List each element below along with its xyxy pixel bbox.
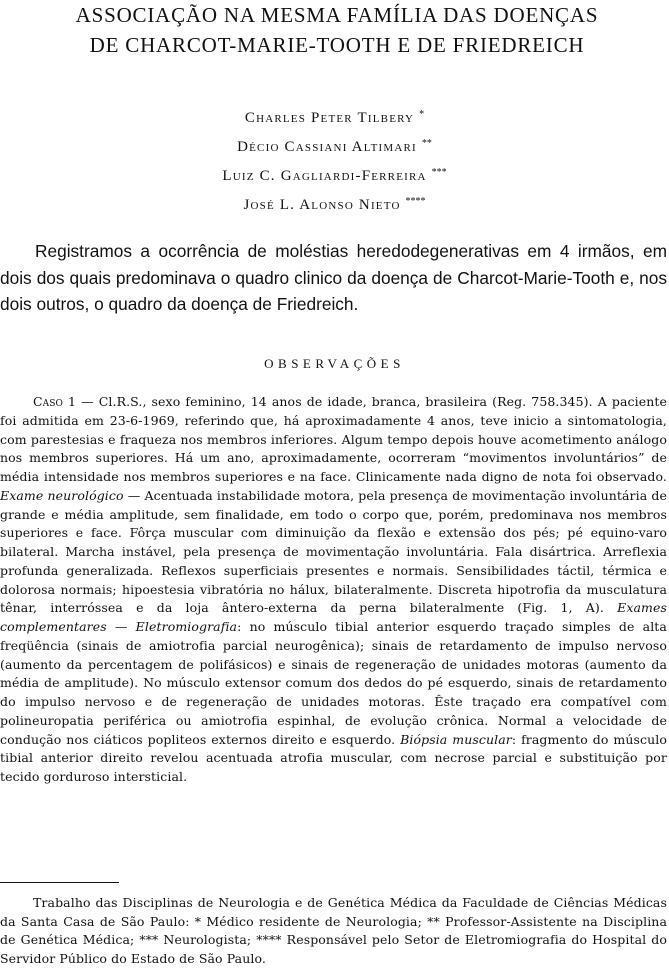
complementary-heading: Exames complementares — Eletromiografia [0,600,667,634]
author-name: Luiz C. Gagliardi-Ferreira [222,168,427,184]
case-1-paragraph [0,393,667,787]
author-2 [0,131,669,160]
author-mark: **** [405,196,426,207]
biopsy-heading: Biópsia muscular [400,731,512,747]
author-1 [0,102,669,131]
author-name: José L. Alonso Nieto [243,197,401,213]
author-list [0,102,669,218]
author-mark: *** [431,167,447,178]
case-label: Caso 1 [33,394,77,409]
case-text: : fragmento do músculo tibial anterior direito revelou acentuada atrofia muscular, com necrose parcial e substituição por tecido gorduroso intersticial. [0,731,667,784]
title-line-1: ASSOCIAÇÃO NA MESMA FAMÍLIA DAS DOENÇAS [75,3,599,27]
case-text: — Cl.R.S., sexo feminino, 14 anos de idade, branca, brasileira (Reg. 758.345). A paciente foi admitida em 23-6-1969, referindo que, há aproximadamente 4 anos, teve inicio a sintomatologia, com parestesias e fraqueza nos membros inferiores. Algum tempo depois houve acometimento análogo nos membros superiores. Há um ano, aproximadamente, ocorreram “movimentos involuntários” de média intensidade nos membros superiores e na face. Clinicamente nada digno de nota foi observado. [0,394,667,484]
footnote-divider [0,882,119,883]
author-mark: ** [421,138,432,149]
case-text: — Acentuada instabilidade motora, pela presença de movimentação involuntária de grande e média amplitude, sem finalidade, em todo o corpo que, porém, predominava nos membros superiores e face. Fôrça muscular com diminuição da flexão e extensão dos pés; pé equino-varo bilateral. Marcha instável, pela presença de movimentação involuntária. Fala disártrica. Arreflexia profunda generalizada. Reflexos superficiais presentes e normais. Sensibilidades táctil, térmica e dolorosa normais; hipoestesia vibratória no hálux, bilateralmente. Discreta hipotrofia da musculatura tênar, interróssea e da loja ântero-externa da perna bilateralmente (Fig. 1, A). [0,487,667,616]
paper-title [0,0,669,60]
title-line-2: DE CHARCOT-MARIE-TOOTH E DE FRIEDREICH [89,33,585,57]
author-name: Charles Peter Tilbery [244,110,415,126]
author-mark: * [419,109,425,120]
abstract: Registramos a ocorrência de moléstias heredodegenerativas em 4 irmãos, em dois dos quais predominava o quadro clinico da doença de Charcot-Marie-Tooth e, nos dois outros, o quadro da doença de Friedreich. [0,241,667,314]
case-text: : no músculo tibial anterior esquerdo traçado simples de alta freqüência (sinais de amiotrofia parcial neurogênica); sinais de retardamento de impulso nervoso (aumento da percentagem de polifásicos) e sinais de regeneração de unidades motoras (aumento da média de amplitude). No músculo extensor comum dos dedos do pé esquerdo, sinais de retardamento do impulso nervoso e de regeneração de unidades motoras. Êste traçado era compatível com polineuropatia periférica ou amiotrofia espinhal, de evolução crônica. Normal a velocidade de condução nos ciáticos popliteos externos direito e esquerdo. [0,619,667,747]
exam-heading: Exame neurológico [0,487,124,503]
section-heading: OBSERVAÇÕES [264,356,405,371]
author-4 [0,189,669,218]
author-name: Décio Cassiani Altimari [237,139,417,155]
author-3 [0,160,669,189]
footnote: Trabalho das Disciplinas de Neurologia e de Genética Médica da Faculdade de Ciências Médicas da Santa Casa de São Paulo: * Médico residente de Neurologia; ** Professor-Assistente na Disciplina de Genética Médica; *** Neurologista; **** Responsável pelo Setor de Eletromiografia do Hospital do Servidor Público do Estado de São Paulo. [0,895,667,966]
